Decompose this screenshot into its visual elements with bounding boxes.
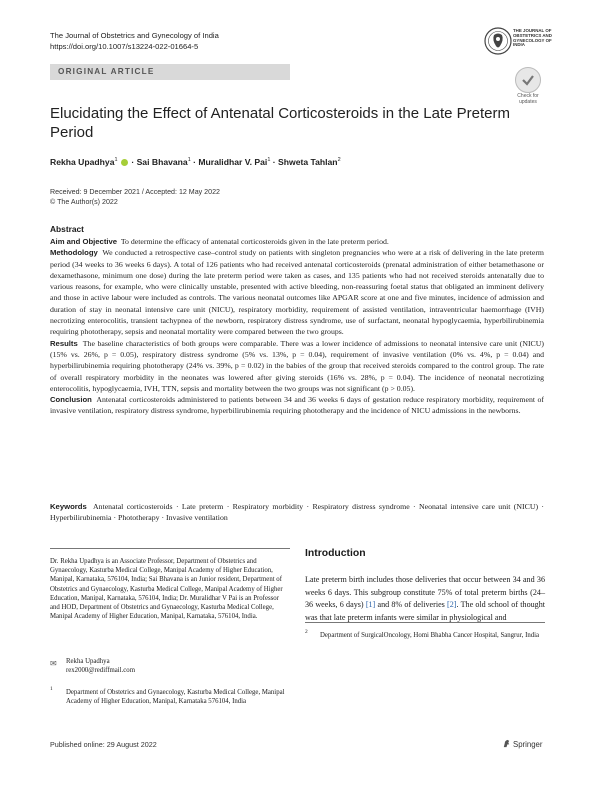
author-name[interactable]: Muralidhar V. Pai bbox=[198, 157, 268, 167]
author-affiliation-sup: 1 bbox=[187, 157, 191, 164]
author-name[interactable]: Sai Bhavana bbox=[136, 157, 188, 167]
abstract-methodology bbox=[50, 247, 544, 337]
citation-link[interactable]: [1] bbox=[365, 600, 376, 610]
affiliation-number: 2 bbox=[305, 629, 308, 635]
received-accepted-dates: Received: 9 December 2021 / Accepted: 12 May 2022 bbox=[50, 188, 220, 196]
article-dates bbox=[50, 188, 220, 207]
affiliation-2: Department of SurgicalOncology, Homi Bhabha Cancer Hospital, Sangrur, India bbox=[320, 632, 540, 639]
keywords-label: Keywords bbox=[50, 502, 87, 511]
introduction-text bbox=[305, 574, 545, 624]
aim-label: Aim and Objective bbox=[50, 237, 118, 246]
abstract-conclusion bbox=[50, 394, 544, 417]
orcid-icon[interactable] bbox=[121, 159, 128, 166]
conclusion-label: Conclusion bbox=[50, 395, 92, 405]
author-affiliation-sup: 1 bbox=[267, 157, 271, 164]
methodology-label: Methodology bbox=[50, 248, 98, 258]
keywords bbox=[50, 501, 544, 524]
envelope-icon: ✉ bbox=[50, 659, 57, 668]
doi-link[interactable]: https://doi.org/10.1007/s13224-022-01664-5 bbox=[50, 42, 199, 51]
journal-name: The Journal of Obstetrics and Gynecology of India bbox=[50, 31, 219, 40]
introduction-heading: Introduction bbox=[305, 548, 366, 559]
footnote-divider bbox=[305, 622, 545, 623]
author-affiliation-sup: 1 bbox=[114, 157, 118, 164]
published-online-date: Published online: 29 August 2022 bbox=[50, 740, 157, 749]
intro-text-part: and 8% of deliveries bbox=[375, 600, 448, 610]
intro-text-part: . The old school of thought was that late preterm infants were similar in physiological and bbox=[305, 600, 546, 622]
citation-link[interactable]: [2] bbox=[447, 600, 457, 610]
keywords-text: Antenatal corticosteroids · Late preterm · Respiratory morbidity · Respiratory distress syndrome · Neonatal intensive care unit (NICU) · Hyperbilirubinemia · Phototherapy · Invasive ventilation bbox=[50, 502, 544, 523]
journal-logo-text: THE JOURNAL OF OBSTETRICS AND GYNECOLOGY OF INDIA bbox=[513, 28, 552, 48]
article-type-banner bbox=[50, 64, 290, 80]
check-updates-label: Check for updates bbox=[517, 93, 539, 105]
abstract-results bbox=[50, 338, 544, 394]
corresponding-author: Rekha Upadhya bbox=[66, 658, 110, 665]
copyright-notice: © The Author(s) 2022 bbox=[50, 197, 118, 206]
methodology-text: We conducted a retrospective case–control study on patients with singleton pregnancies who were at a risk of delivering in the late preterm period (34 weeks to 36 weeks 6 days). A total of 126 patients who had received antenatal corticosteroids (prenatal administration of either betamethasone or dexamethasone, minimum one dose) during the late preterm period were taken as cases, and 135 patients who had not received steroids antenatally due to various reasons, for example, who were clinically unstable, presented with active bleeding, non-reassuring foetal status that obligated an imminent delivery and those in active labour were included as controls. The various neonatal outcomes like APGAR score at one and five minutes, incidence of admission and duration of stay in neonatal intensive care unit (NICU), respiratory morbidity, requirement of assisted ventilation, intraventricular haemorrhage (IVH) necrotizing enterocolitis, transient tachypnea of the newborn, respiratory distress syndrome, use of surfactant, neonatal hypoglycaemia, hyperbilirubinemia requiring phototherapy, sepsis and neonatal mortality were compared between the two groups. bbox=[50, 248, 544, 337]
abstract-heading: Abstract bbox=[50, 224, 84, 234]
affiliation-number: 1 bbox=[50, 686, 53, 692]
article-type-label: ORIGINAL ARTICLE bbox=[58, 67, 155, 76]
publisher-logo bbox=[502, 739, 542, 749]
abstract-body bbox=[50, 236, 544, 417]
correspondence bbox=[66, 657, 135, 675]
aim-text: To determine the efficacy of antenatal corticosteroids given in the late preterm period. bbox=[120, 237, 389, 246]
results-text: The baseline characteristics of both groups were comparable. There was a lower incidence of admissions to neonatal intensive care unit (NICU) (15% vs. 26%, p = 0.05), respiratory distress syndrome (5% vs. 13%, p = 0.04), requirement of invasive ventilation (0% vs. 4%, p = 0.04) and hyperbilirubinemia requiring phototherapy (24% vs. 39%, p = 0.02) in the babies of the group that received steroids compared to the control group. The rate of overall respiratory morbidity in the neonates was lowered after giving steroids (16% vs. 28%, p = 0.04). The incidence of neonatal necrotizing enterocolitis, hypoglycaemia, IVH, TTN, sepsis and mortality between the two groups was not significant (p > 0.05). bbox=[50, 338, 544, 393]
author-list: Rekha Upadhya$^1$ · Sai Bhavana$^1$ · Muralidhar V. Pai$^1$ · Shweta Tahlan$^2$ bbox=[50, 157, 341, 167]
author-bio-footnote: Dr. Rekha Upadhya is an Associate Professor, Department of Obstetrics and Gynaecology, Kasturba Medical College, Manipal Academy of Higher Education, Manipal, Karnataka, 576104, India; Sai Bhavana is an Junior resident, Department of Obstetrics and Gynaecology, Kasturba Medical College, Manipal Academy of Higher Education, Manipal, Karnataka, 576104, India; Dr. Muralidhar V Pai is an Professor and HOD, Department of Obstetrics and Gynaecology, Kasturba Medical College, Manipal Academy of Higher Education, Manipal, Karnataka, 576104, India. bbox=[50, 558, 283, 621]
conclusion-text: Antenatal corticosteroids administered to patients between 34 and 36 weeks 6 days of gestation reduce respiratory morbidity, requirement of invasive ventilation, respiratory distress syndrome, hyperbilirubinemia requiring phototherapy and the incidence of NICU admissions in the newborns. bbox=[50, 395, 545, 416]
intro-text-part: Late preterm birth includes those deliveries that occur between 34 and 36 weeks 6 days. This subgroup constitute 75% of total preterm births (24–36 weeks, 6 days) bbox=[305, 575, 545, 610]
springer-horse-icon bbox=[502, 739, 511, 748]
footnote-divider bbox=[50, 548, 290, 549]
journal-header bbox=[50, 30, 219, 52]
results-label: Results bbox=[50, 338, 78, 348]
abstract-aim bbox=[50, 236, 544, 247]
author-affiliation-sup: 2 bbox=[337, 157, 341, 164]
affiliation-1: Department of Obstetrics and Gynaecology, Kasturba Medical College, Manipal Academy of Higher Education, Manipal, Karnataka 576104, India bbox=[66, 689, 285, 706]
author-name[interactable]: Shweta Tahlan bbox=[278, 157, 338, 167]
publisher-name: Springer bbox=[513, 740, 543, 749]
check-for-updates-button[interactable] bbox=[512, 67, 544, 105]
corresponding-email[interactable]: rex2000@rediffmail.com bbox=[66, 667, 135, 675]
author-name[interactable]: Rekha Upadhya bbox=[50, 157, 115, 167]
check-updates-icon bbox=[515, 67, 541, 93]
article-title: Elucidating the Effect of Antenatal Corticosteroids in the Late Preterm Period bbox=[50, 105, 510, 141]
